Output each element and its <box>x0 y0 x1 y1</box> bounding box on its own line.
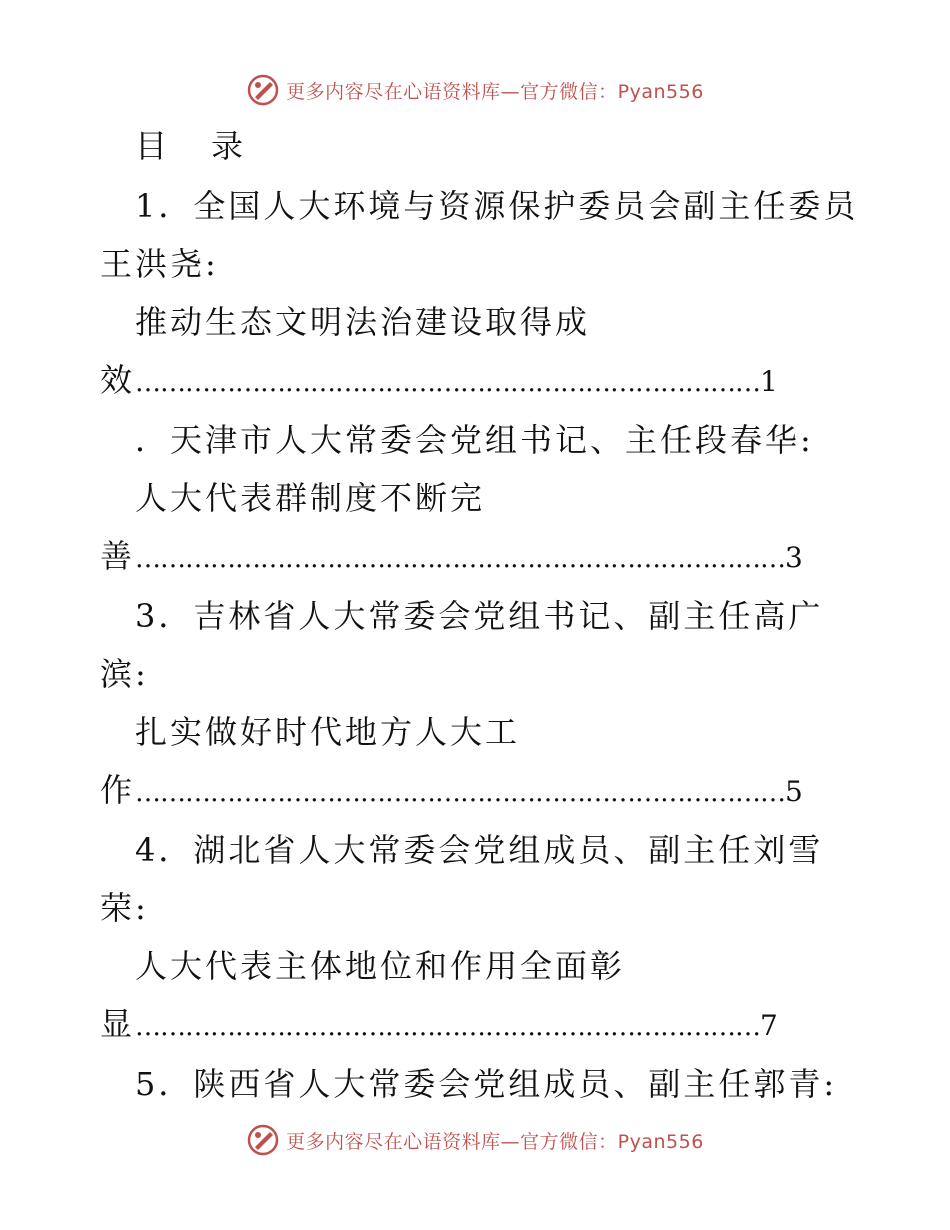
toc-entry-4-heading-cont: 荣: <box>100 889 149 927</box>
toc-entry-2-heading: ．天津市人大常委会党组书记、主任段春华: <box>135 421 814 459</box>
toc-entry-4-leader <box>100 1004 781 1047</box>
toc-entry-3-heading-cont: 滨: <box>100 655 149 693</box>
dot-leader: …………………………………………………………………… <box>135 544 786 574</box>
page-number: 3 <box>785 541 806 574</box>
dot-leader: …………………………………………………………………… <box>135 778 786 808</box>
toc-entry-1-last-char: 效 <box>100 361 136 399</box>
toc-entry-1-heading: 1．全国人大环境与资源保护委员会副主任委员 <box>135 187 859 225</box>
toc-entry-2-subtitle: 人大代表群制度不断完 <box>135 479 486 517</box>
logo-icon <box>246 1123 280 1157</box>
toc-entry-1-subtitle: 推动生态文明法治建设取得成 <box>135 303 591 341</box>
toc-entry-3-subtitle: 扎实做好时代地方人大工 <box>135 713 521 751</box>
toc-entry-4-subtitle: 人大代表主体地位和作用全面彰 <box>135 947 626 985</box>
toc-entry-4-last-char: 显 <box>100 1005 136 1043</box>
toc-entry-2-leader <box>100 536 806 579</box>
watermark-text: 更多内容尽在心语资料库—官方微信：Pyan556 <box>286 1130 704 1153</box>
watermark-text: 更多内容尽在心语资料库—官方微信：Pyan556 <box>286 80 704 103</box>
watermark-header <box>0 70 950 110</box>
page-number: 5 <box>785 775 806 808</box>
toc-entry-1-heading-cont: 王洪尧: <box>100 245 219 283</box>
page-number: 7 <box>760 1009 781 1042</box>
watermark-footer <box>0 1120 950 1160</box>
toc-entry-3-leader <box>100 770 806 813</box>
toc-title: 目 录 <box>135 127 250 165</box>
toc-entry-3-heading: 3．吉林省人大常委会党组书记、副主任高广 <box>135 597 824 635</box>
toc-entry-3-last-char: 作 <box>100 771 136 809</box>
logo-icon <box>246 73 280 107</box>
toc-entry-1-leader <box>100 360 781 403</box>
dot-leader: ………………………………………………………………… <box>135 1012 761 1042</box>
toc-entry-4-heading: 4．湖北省人大常委会党组成员、副主任刘雪 <box>135 831 824 869</box>
toc-entry-2-last-char: 善 <box>100 537 136 575</box>
page-number: 1 <box>760 365 781 398</box>
toc-entry-5-heading: 5．陕西省人大常委会党组成员、副主任郭青: <box>135 1065 838 1103</box>
dot-leader: ………………………………………………………………… <box>135 368 761 398</box>
